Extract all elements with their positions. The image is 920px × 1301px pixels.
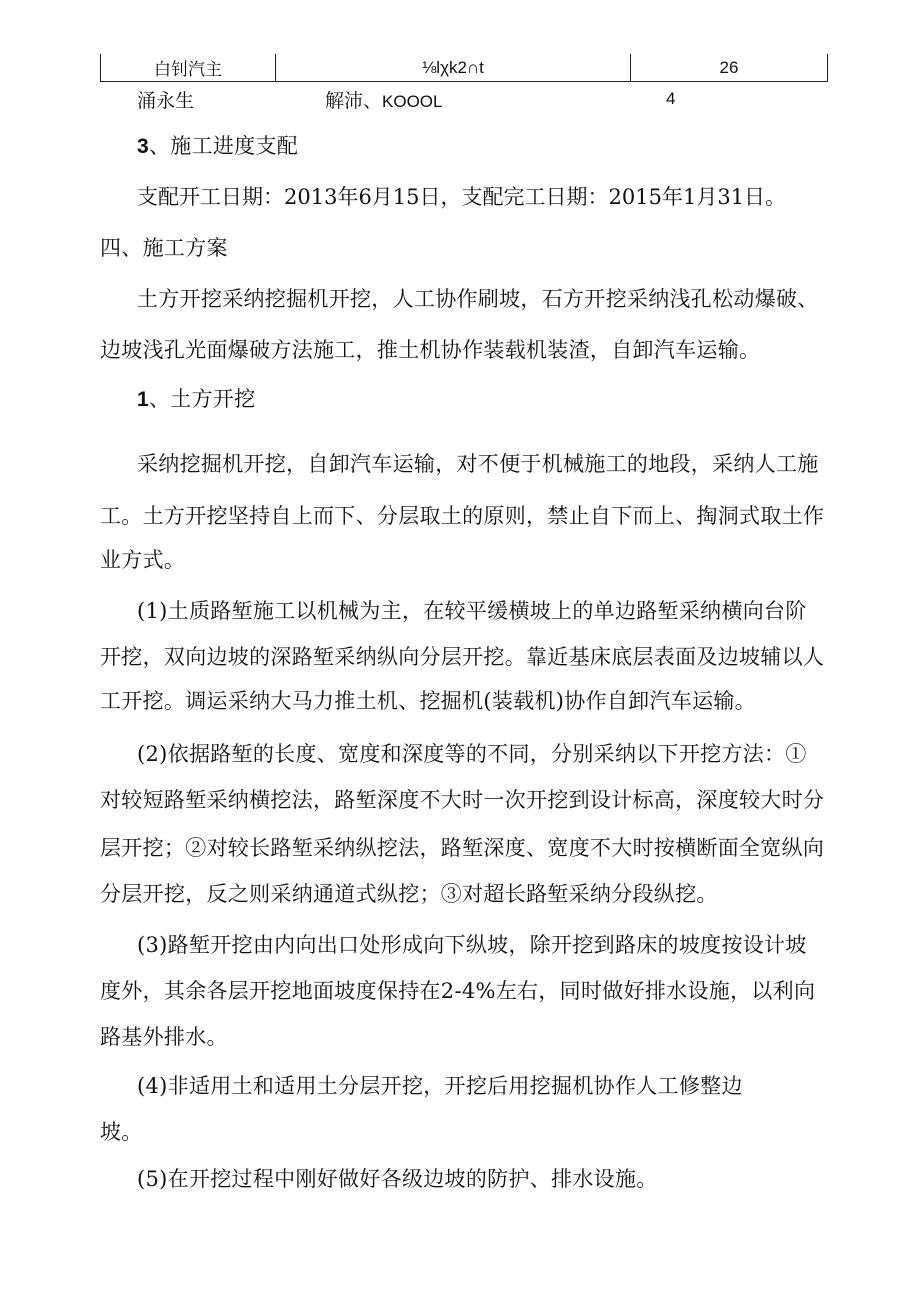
- para1-line-2: 开挖，双向边坡的深路堑采纳纵向分层开挖。靠近基床底层表面及边坡辅以人: [100, 645, 825, 669]
- para1-line-1: (1)土质路堑施工以机械为主，在较平缓横坡上的单边路堑采纳横向台阶: [137, 599, 807, 623]
- para2-line-3: 层开挖；②对较长路堑采纳纵挖法，路堑深度、宽度不大时按横断面全宽纵向: [100, 836, 825, 860]
- para2-line-4: 分层开挖，反之则采纳通道式纵挖；③对超长路堑采纳分段纵挖。: [100, 882, 718, 906]
- section-3-heading: [137, 130, 877, 160]
- para1-line-3: 工开挖。调运采纳大马力推土机、挖掘机(装载机)协作自卸汽车运输。: [100, 689, 756, 713]
- row2-spec-zh: 解沛、: [325, 90, 383, 112]
- para3-line-2: 度外，其余各层开挖地面坡度保持在2-4%左右，同时做好排水设施，以利向: [100, 979, 816, 1003]
- section-3-title: 、施工进度支配: [148, 134, 299, 158]
- subsection-1-number: 1: [137, 388, 149, 411]
- subsection-1-title: 、土方开挖: [148, 387, 256, 411]
- row2-name: 涌永生: [137, 90, 195, 112]
- intro-line-2: 边坡浅孔光面爆破方法施工，推土机协作装载机装渣，自卸汽车运输。: [100, 338, 761, 362]
- para3-line-3: 路基外排水。: [100, 1025, 228, 1049]
- schedule-line: 支配开工日期：2013年6月15日，支配完工日期：2015年1月31日。: [137, 185, 787, 209]
- subsection-1-heading: [137, 383, 877, 413]
- para0-line-1: 采纳挖掘机开挖，自卸汽车运输，对不便于机械施工的地段，采纳人工施: [137, 452, 819, 476]
- table-cell-qty: 26: [719, 57, 739, 77]
- para4-line-2: 坡。: [100, 1120, 143, 1144]
- para4-line-1: (4)非适用土和适用土分层开挖，开挖后用挖掘机协作人工修整边: [137, 1074, 743, 1098]
- para0-line-2: 工。土方开挖坚持自上而下、分层取土的原则，禁止自下而上、掏洞式取土作: [100, 504, 825, 528]
- para2-line-2: 对较短路堑采纳横挖法，路堑深度不大时一次开挖到设计标高，深度较大时分: [100, 788, 825, 812]
- table-cell-spec: ⅛lχk2∩t: [276, 54, 631, 81]
- section-3-number: 3: [137, 135, 149, 158]
- section-4-heading: 四、施工方案: [100, 236, 228, 260]
- row2-spec-en: KOOOL: [382, 92, 443, 111]
- para0-line-3: 业方式。: [100, 548, 186, 572]
- para3-line-1: (3)路堑开挖由内向出口处形成向下纵坡，除开挖到路床的坡度按设计坡: [137, 933, 807, 957]
- row2-spec: [325, 86, 442, 113]
- row2-qty: 4: [666, 89, 676, 108]
- para2-line-1: (2)依据路堑的长度、宽度和深度等的不同，分别采纳以下开挖方法：①: [137, 742, 807, 766]
- para5-line-1: (5)在开挖过程中刚好做好各级边坡的防护、排水设施。: [137, 1167, 658, 1191]
- table-row: [100, 54, 828, 82]
- table-cell-name: 白钊汽主: [101, 54, 276, 81]
- intro-line-1: 土方开挖采纳挖掘机开挖，人工协作刷坡，石方开挖采纳浅孔松动爆破、: [137, 287, 819, 311]
